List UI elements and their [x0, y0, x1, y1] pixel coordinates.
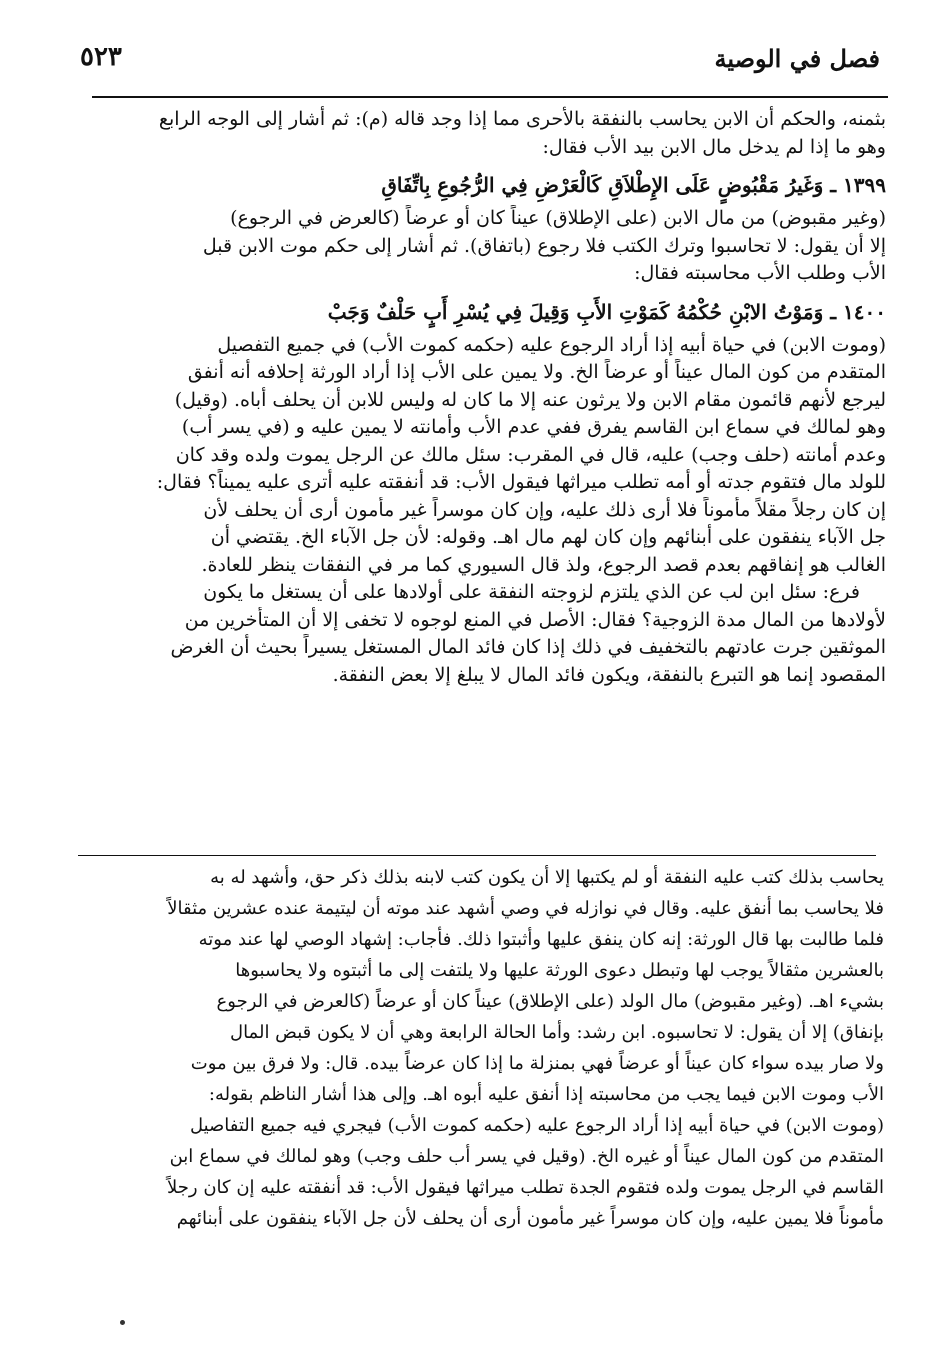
text-line: المتقدم من كون المال عيناً أو عرضاً الخ. ولا يمين على الأب إذا أراد الورثة إحلافه أنه أنفق [187, 361, 886, 383]
text-line: المقصود إنما هو التبرع بالنفقة، ويكون فائد المال لا يبلغ إلا بعض النفقة. [332, 663, 886, 686]
footnote-line: فلا يحاسب بما أنفق عليه. وقال في نوازله في وصي أشهد عند موته أن ليتيمة عنده عشرين مثقالاً [167, 898, 884, 919]
text-line: إلا أن يقول: لا تحاسبوا وترك الكتب فلا رجوع (باتفاق). ثم أشار إلى حكم موت الابن قبل [202, 234, 886, 257]
text-line: إن كان رجلاً مقلاً مأموناً فلا أرى ذلك عليه، وإن كان موسراً غير مأمون أرى أن يحلف لأن [203, 498, 886, 521]
chapter-title: فصل في الوصية [714, 44, 880, 73]
text-line: ليرجع لأنهم قائمون مقام الابن ولا يرثون عنه إلا ما كان له وليس للابن أن يحلف أباه. (وقيل) [174, 388, 886, 411]
main-text [74, 106, 886, 689]
header-rule [92, 96, 888, 98]
footnote-line: المتقدم من كون المال عيناً أو غيره الخ. (وقيل في يسر أب حلف وجب) وهو لمالك في سماع ابن [169, 1146, 884, 1167]
footnote-text [74, 862, 884, 1234]
text-line: لأولادها من المال مدة الزوجية؟ فقال: الأصل في المنع لوجوه لا تخفى إلا أن المتأخرين من [184, 608, 886, 631]
text-line: الأب وطلب الأب محاسبته فقال: [634, 262, 886, 284]
footnote-line: (وموت الابن) في حياة أبيه إذا أراد الرجوع عليه (حكمه كموت الأب) فيجري فيه جميع التفاصيل [189, 1115, 884, 1136]
footnote-line: بشيء اهـ. (وغير مقبوض) مال الولد (على الإطلاق) عيناً كان أو عرضاً (كالعرض في الرجوع [216, 991, 884, 1012]
footnote-line: فلما طالبت بها قال الورثة: إنه كان ينفق عليها وأثبتوا ذلك. فأجاب: إشهاد الوصي لها عند موته [198, 929, 884, 950]
poem-verse: ١٤٠٠ ـ وَمَوْتُ الابْنِ حُكْمُهُ كَمَوْتِ الأَبِ وَقِيلَ فِي يُسْرِ أَبٍ حَلْفٌ وَجَبْ [327, 299, 886, 324]
text-line: للولد مال فتقوم جدته أو أمه تطلب ميراثها فيقول الأب: قد أنفقته عليه أترى عليه يميناً؟ فقال: [156, 471, 886, 493]
page-number: ٥٢٣ [80, 42, 122, 72]
footnote-line: بإنفاق) إلا أن يقول: لا تحاسبوه. ابن رشد: وأما الحالة الرابعة وهي أن لا يكون قبض المال [229, 1022, 884, 1043]
footnote-line: القاسم في الرجل يموت ولده فتقوم الجدة تطلب ميراثها فيقول الأب: قد أنفقته عليه إن كان رجلاً [167, 1177, 884, 1198]
text-line: (وغير مقبوض) من مال الابن (على الإطلاق) عيناً كان أو عرضاً (كالعرض في الرجوع) [230, 207, 886, 229]
text-line: وهو ما إذا لم يدخل مال الابن بيد الأب فقال: [542, 135, 886, 158]
text-line: وعدم أمانته (حلف وجب) عليه، قال في المقرب: سئل مالك عن الرجل يموت ولده وقد كان [175, 443, 886, 466]
footnote-rule [78, 855, 876, 856]
footnote-line: بالعشرين مثقالاً يوجب لها وتبطل دعوى الورثة عليها ولا يلتفت إلى ما أثبتوه ولا يحاسبوها [235, 960, 884, 981]
text-line: وهو لمالك في سماع ابن القاسم يفرق ففي عدم الأب وأمانته لا يمين عليه و (في يسر أب) [181, 416, 886, 438]
text-line: الغالب هو إنفاقهم بعدم قصد الرجوع، ولذ قال السيوري كما مر في النفقات ينظر للعادة. [201, 553, 886, 576]
page-mark [120, 1320, 125, 1325]
text-line: (وموت الابن) في حياة أبيه إذا أراد الرجوع عليه (حكمه كموت الأب) في جميع التفصيل [217, 333, 886, 356]
text-line: جل الآباء ينفقون على أبنائهم وإن كان لهم مال اهـ. وقوله: لأن جل الآباء الخ. يقتضي أن [210, 526, 886, 548]
footnote-line: ولا صار بيده سواء كان عيناً أو عرضاً فهي بمنزلة ما إذا كان عرضاً بيده. قال: ولا فرق بين موت [190, 1053, 884, 1074]
poem-verse: ١٣٩٩ ـ وَغَيرُ مَقْبُوضٍ عَلَى الإِطْلاَقِ كَالْعَرْضِ فِي الرُّجُوعِ بِاتِّفَاقِ [381, 173, 886, 197]
footnote-line: يحاسب بذلك كتب عليه النفقة أو لم يكتبها إلا أن يكون كتب لابنه بذلك ذكر حق، وأشهد له به [210, 867, 884, 888]
text-line: بثمنه، والحكم أن الابن يحاسب بالنفقة بالأحرى مما إذا وجد قاله (م): ثم أشار إلى الوجه الرابع [158, 108, 886, 130]
page-header [80, 36, 880, 92]
text-line: الموثقين جرت عادتهم بالتخفيف في ذلك إذا كان فائد المال المستغل يسيراً بحيث أن الغرض [170, 636, 886, 658]
text-line: فرع: سئل ابن لب عن الذي يلتزم لزوجته النفقة على أولادها على أن يستغل ما يكون [203, 581, 860, 603]
footnote-line: الأب وموت الابن فيما يجب من محاسبته إذا أنفق عليه أبوه اهـ. وإلى هذا أشار الناظم بقوله: [208, 1084, 884, 1105]
footnote-line: مأموناً فلا يمين عليه، وإن كان موسراً غير مأمون أرى أن يحلف لأن جل الآباء ينفقون على أبنائهم [176, 1208, 884, 1229]
